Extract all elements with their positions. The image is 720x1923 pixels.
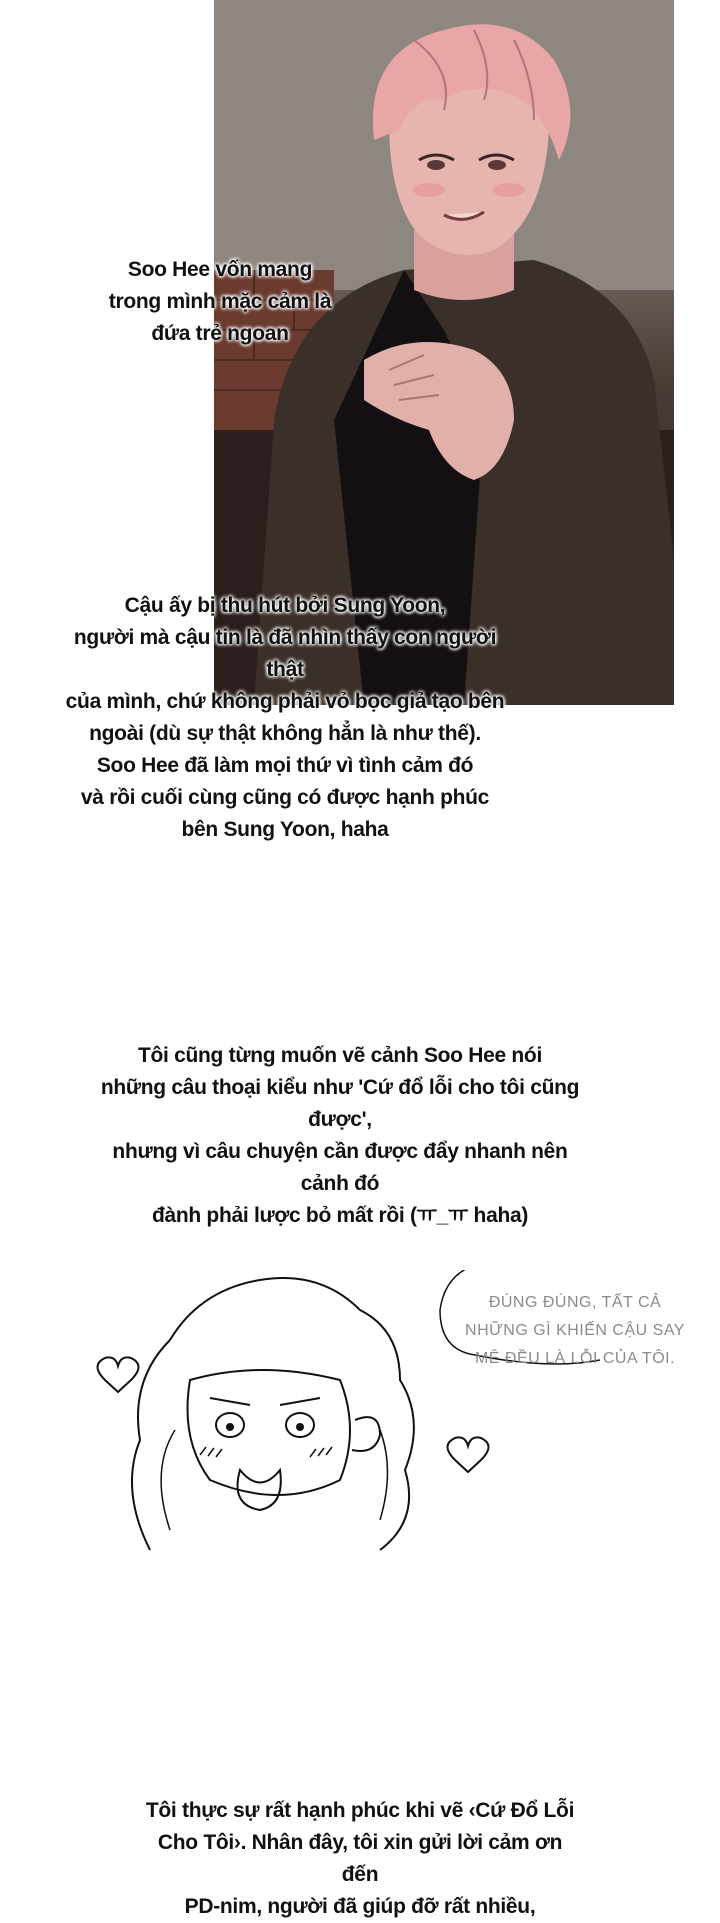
heart-icon-left [98, 1357, 139, 1392]
caption-soo-hee-intro [90, 254, 350, 350]
caption-thanks [140, 1795, 580, 1923]
caption-attraction-text: Cậu ấy bị thu hút bởi Sung Yoon, người mà cậu tin là đã nhìn thấy con người thật của mình, chứ không phải vỏ bọc giả tạo bên ngoài (dù sự thật không hẳn là như thế). Soo Hee đã làm mọi thứ vì tình cảm đó và rồi cuối cùng cũng có được hạnh phúc bên Sung Yoon, haha [65, 594, 505, 841]
caption-wanted-scene-text: Tôi cũng từng muốn vẽ cảnh Soo Hee nói những câu thoại kiểu như 'Cứ đổ lỗi cho tôi cũng được', nhưng vì câu chuyện cần được đẩy nhanh nên cảnh đó đành phải lược bỏ mất rồi (ㅠ_ㅠ haha) [100, 1044, 580, 1227]
caption-attraction [60, 590, 510, 846]
caption-soo-hee-intro-text: Soo Hee vốn mang trong mình mặc cảm là đứa trẻ ngoan [108, 258, 332, 345]
caption-wanted-scene [100, 1040, 580, 1232]
heart-icon-right [448, 1437, 489, 1472]
speech-bubble [440, 1289, 710, 1373]
speech-bubble-text: ĐÚNG ĐÚNG, TẤT CẢ NHỮNG GÌ KHIẾN CẬU SAY MÊ ĐỀU LÀ LỖI CỦA TÔI. [465, 1294, 685, 1367]
caption-thanks-text: Tôi thực sự rất hạnh phúc khi vẽ ‹Cứ Đổ Lỗi Cho Tôi›. Nhân đây, tôi xin gửi lời cảm ơn đến PD-nim, người đã giúp đỡ rất nhiều, [145, 1799, 575, 1918]
